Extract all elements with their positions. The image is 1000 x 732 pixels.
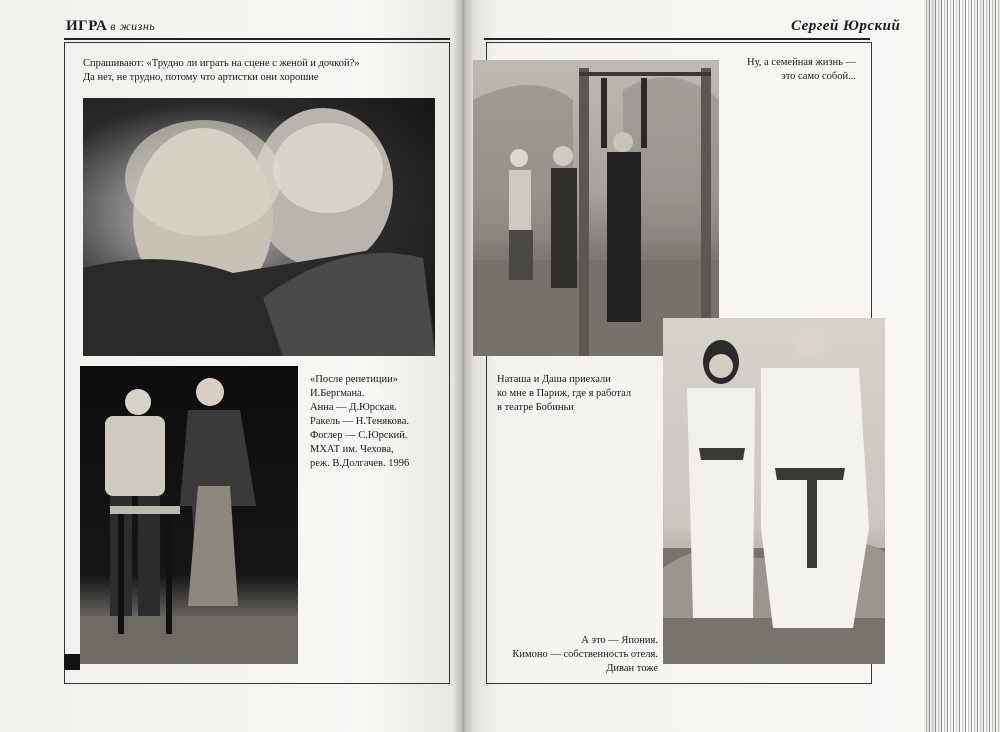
rehearsal-caption	[310, 373, 440, 471]
paris-caption-line: ко мне в Париж, где я работал	[497, 388, 632, 399]
left-running-head	[66, 18, 155, 35]
rehearsal-caption-line: МХАТ им. Чехова,	[310, 444, 394, 455]
japan-caption-line: Диван тоже	[606, 663, 658, 674]
left-head-rule	[64, 38, 450, 40]
family-caption-line: это само собой...	[781, 71, 856, 82]
rehearsal-caption-line: Ракель — Н.Тенякова.	[310, 416, 410, 427]
rehearsal-caption-line: Фоглер — С.Юрский.	[310, 430, 408, 441]
intro-caption-line: Спрашивают: «Трудно ли играть на сцене с женой и дочкой?»	[83, 58, 360, 69]
book-edge-shadow	[924, 0, 1000, 732]
japan-caption-line: Кимоно — собственность отеля.	[512, 649, 658, 660]
photo-horizontal-bar	[473, 60, 719, 356]
family-caption-line: Ну, а семейная жизнь —	[747, 57, 856, 68]
intro-caption	[83, 57, 433, 85]
rehearsal-caption-line: реж. В.Долгачев. 1996	[310, 458, 410, 469]
book-gutter	[452, 0, 474, 732]
paris-caption-line: Наташа и Даша приехали	[497, 374, 611, 385]
japan-caption-line: А это — Япония.	[581, 635, 658, 646]
running-head-title: ИГРА	[66, 18, 108, 34]
japan-caption	[496, 634, 658, 676]
paris-caption-line: в театре Бобиньи	[497, 402, 574, 413]
rehearsal-caption-line: И.Бергмана.	[310, 388, 365, 399]
photo-kimono	[663, 318, 885, 664]
rehearsal-caption-line: «После репетиции»	[310, 374, 399, 385]
family-caption	[740, 56, 856, 84]
intro-caption-line: Да нет, не трудно, потому что артистки они хорошие	[83, 72, 319, 83]
paris-caption	[497, 373, 657, 415]
photo-stage-rehearsal	[80, 366, 298, 664]
right-running-head: Сергей Юрский	[791, 18, 901, 34]
rehearsal-caption-line: Анна — Д.Юрская.	[310, 402, 397, 413]
left-edge-marker	[64, 654, 80, 670]
photo-embrace	[83, 98, 435, 356]
running-head-subtitle: в жизнь	[110, 19, 156, 33]
right-head-rule	[484, 38, 870, 40]
